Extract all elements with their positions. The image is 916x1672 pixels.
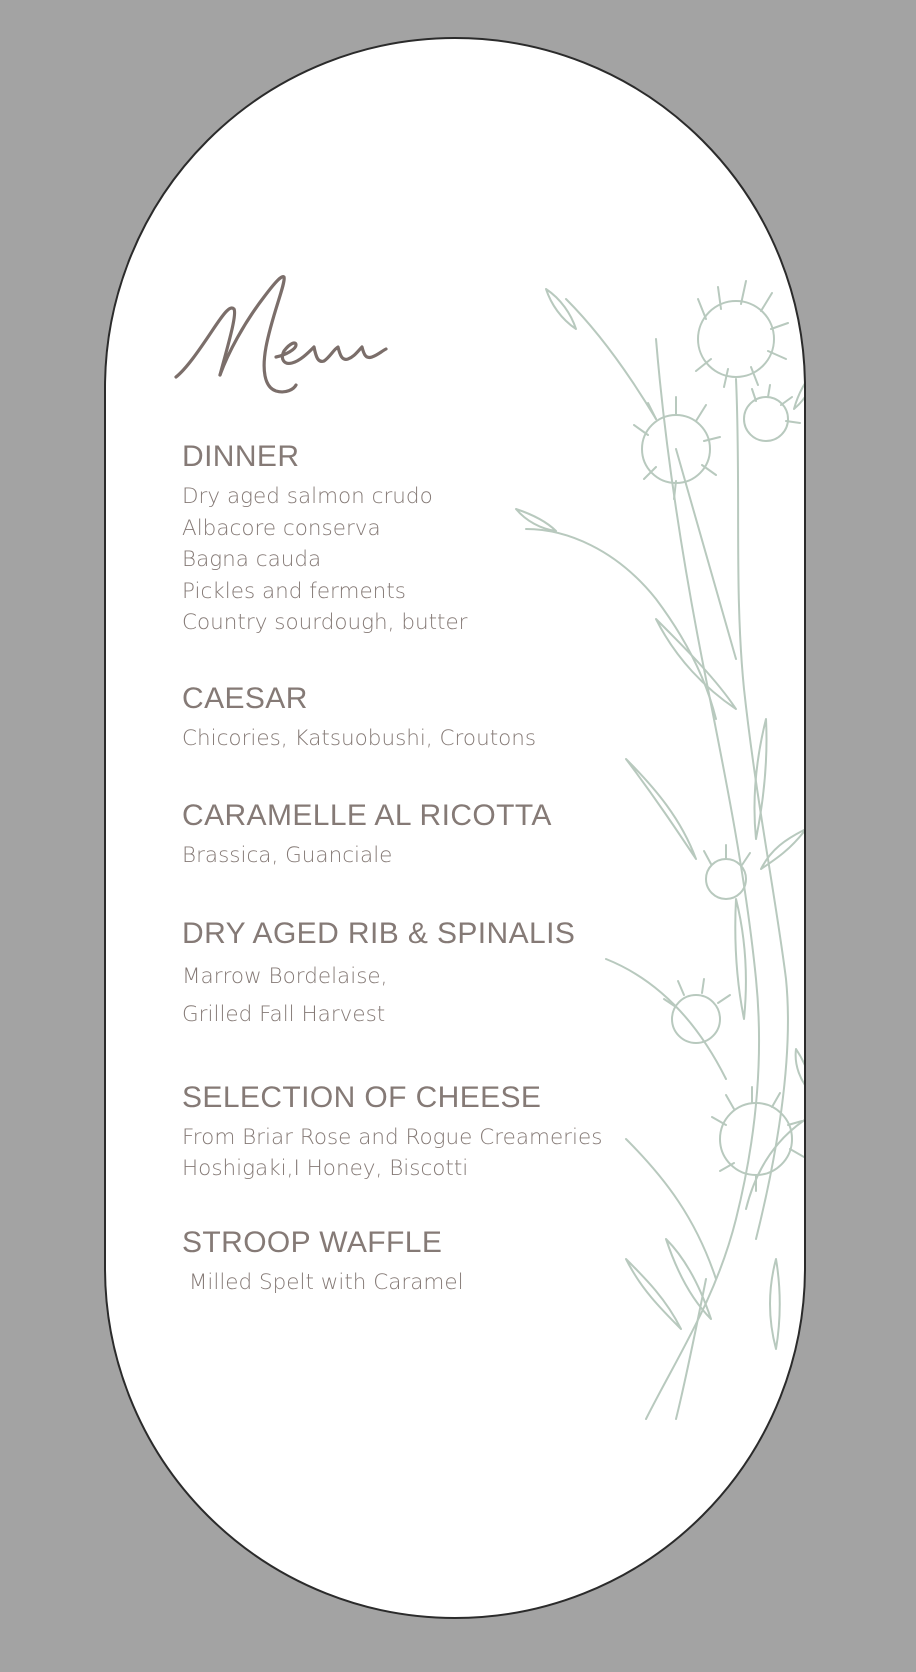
course-item: Country sourdough, butter bbox=[182, 610, 468, 635]
course-item: From Briar Rose and Rogue Creameries bbox=[182, 1124, 603, 1150]
menu-card bbox=[104, 37, 806, 1619]
course-dry-aged-rib bbox=[182, 916, 642, 1034]
course-title: STROOP WAFFLE bbox=[182, 1225, 443, 1259]
spacer bbox=[182, 872, 642, 916]
course-item: Dry aged salmon crudo bbox=[182, 484, 433, 509]
course-title: SELECTION OF CHEESE bbox=[182, 1080, 542, 1114]
course-item: Milled Spelt with Caramel bbox=[182, 1269, 464, 1295]
course-stroop-waffle bbox=[182, 1225, 642, 1299]
course-cheese bbox=[182, 1080, 642, 1185]
menu-script-logo bbox=[168, 257, 408, 397]
course-item: Pickles and ferments bbox=[182, 578, 406, 604]
course-item: Albacore conserva bbox=[182, 515, 381, 541]
course-caesar bbox=[182, 681, 642, 755]
course-caramelle bbox=[182, 798, 642, 872]
course-title: CAESAR bbox=[182, 681, 308, 715]
course-item: Marrow Bordelaise, bbox=[182, 963, 388, 989]
course-title: DINNER bbox=[182, 440, 300, 473]
course-item: Grilled Fall Harvest bbox=[182, 1001, 386, 1027]
course-title: CARAMELLE AL RICOTTA bbox=[182, 799, 552, 832]
spacer bbox=[182, 1034, 642, 1080]
course-item: Brassica, Guanciale bbox=[182, 843, 393, 868]
course-item: Chicories, Katsuobushi, Croutons bbox=[182, 725, 537, 751]
course-title: DRY AGED RIB & SPINALIS bbox=[182, 916, 576, 950]
spacer bbox=[182, 639, 642, 681]
menu-title-script bbox=[168, 257, 408, 397]
menu-list bbox=[182, 439, 642, 1298]
course-item: Hoshigaki,I Honey, Biscotti bbox=[182, 1156, 469, 1181]
spacer bbox=[182, 754, 642, 798]
course-item: Bagna cauda bbox=[182, 547, 322, 572]
course-dinner bbox=[182, 439, 642, 639]
spacer bbox=[182, 1185, 642, 1225]
